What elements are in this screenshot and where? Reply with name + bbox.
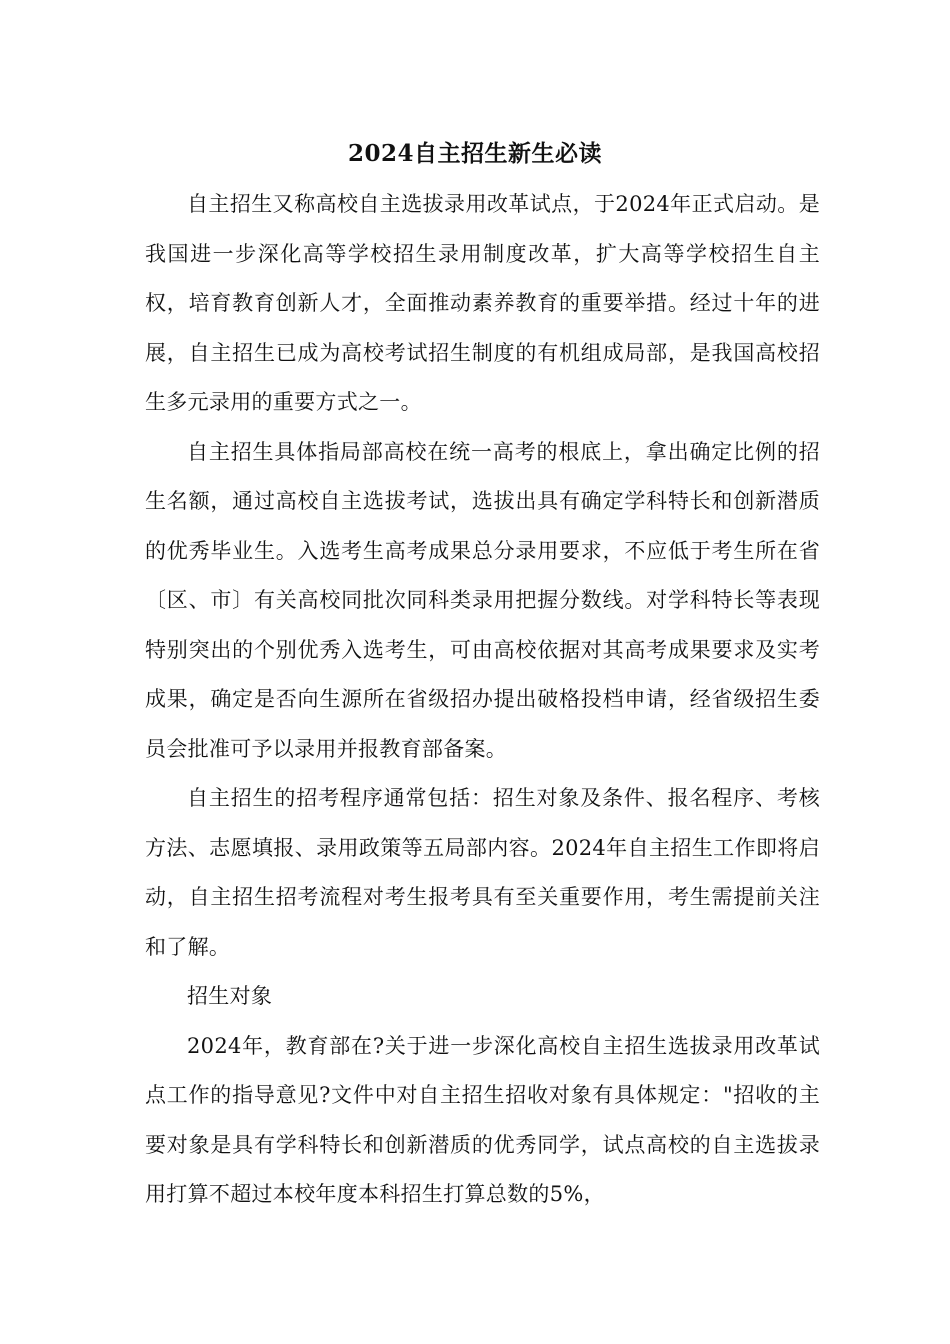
paragraph-admission-targets: 2024年，教育部在?关于进一步深化高校自主招生选拔录用改革试点工作的指导意见?文件中对自主招生招收对象有具体规定："招收的主要对象是具有学科特长和创新潜质的优秀同学，试点高校的自主选拔录用打算不超过本校年度本科招生打算总数的5%，	[145, 1033, 820, 1206]
paragraph-intro: 自主招生又称高校自主选拔录用改革试点，于2024年正式启动。是我国进一步深化高等学校招生录用制度改革，扩大高等学校招生自主权，培育教育创新人才，全面推动素养教育的重要举措。经过十年的进展，自主招生已成为高校考试招生制度的有机组成局部，是我国高校招生多元录用的重要方式之一。	[145, 192, 820, 414]
paragraph-procedure: 自主招生的招考程序通常包括：招生对象及条件、报名程序、考核方法、志愿填报、录用政策等五局部内容。2024年自主招生工作即将启动，自主招生招考流程对考生报考具有至关重要作用，考生需提前关注和了解。	[145, 786, 820, 959]
section-heading-admission-targets: 招生对象	[187, 984, 273, 1008]
document-title: 2024自主招生新生必读	[347, 140, 602, 167]
document-body	[145, 180, 820, 1220]
paragraph-definition: 自主招生具体指局部高校在统一高考的根底上，拿出确定比例的招生名额，通过高校自主选拔考试，选拔出具有确定学科特长和创新潜质的优秀毕业生。入选考生高考成果总分录用要求，不应低于考生所在省〔区、市〕有关高校同批次同科类录用把握分数线。对学科特长等表现特别突出的个别优秀入选考生，可由高校依据对其高考成果要求及实考成果，确定是否向生源所在省级招办提出破格投档申请，经省级招生委员会批准可予以录用并报教育部备案。	[145, 439, 820, 761]
